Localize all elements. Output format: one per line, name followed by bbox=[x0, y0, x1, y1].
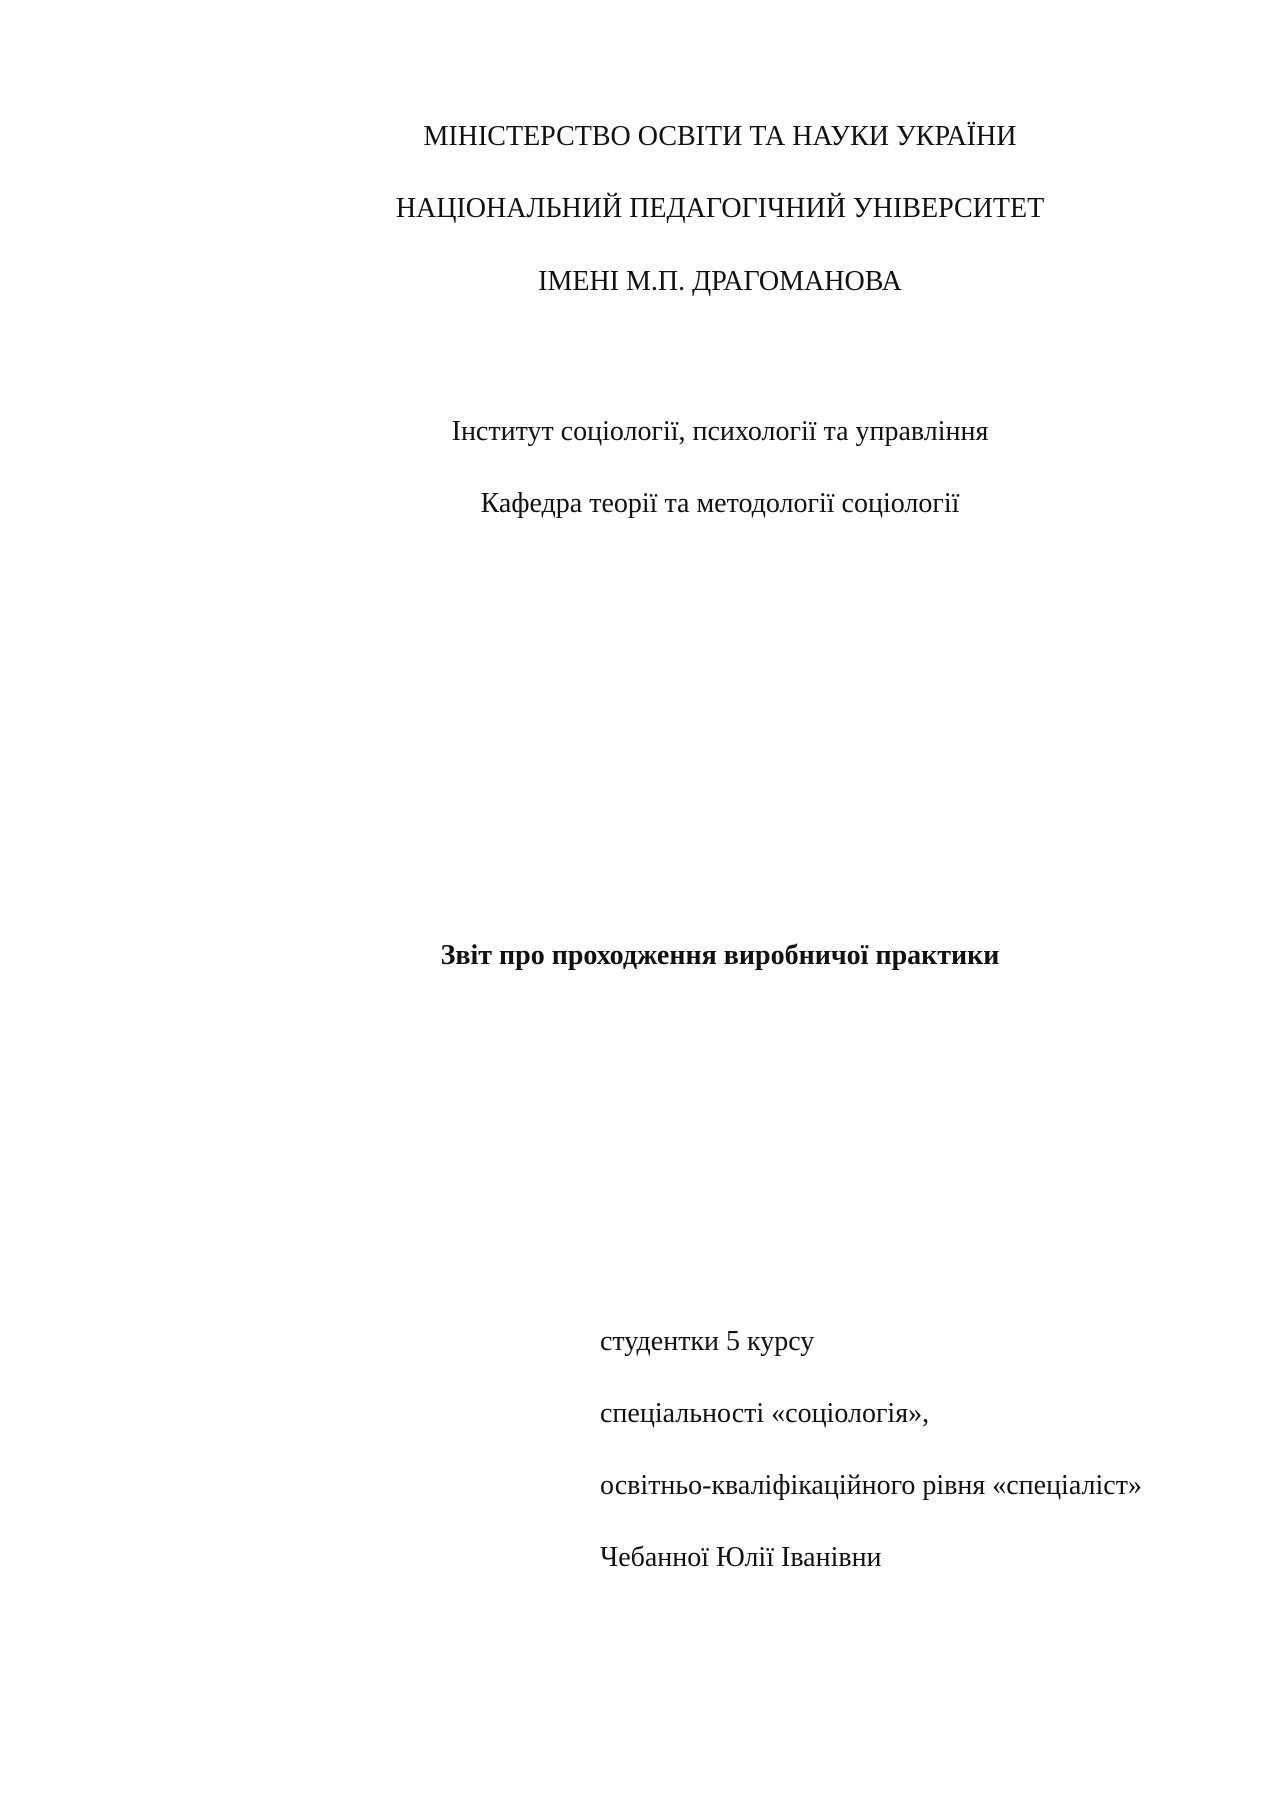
department-name: Кафедра теорії та методології соціології bbox=[480, 488, 960, 519]
document-title: Звіт про проходження виробничої практики bbox=[440, 940, 1000, 971]
author-qualification-level: освітньо-кваліфікаційного рівня «спеціаліст» bbox=[600, 1470, 1142, 1501]
ministry-heading: МІНІСТЕРСТВО ОСВІТИ ТА НАУКИ УКРАЇНИ bbox=[423, 121, 1017, 152]
university-name-heading: ІМЕНІ М.П. ДРАГОМАНОВА bbox=[538, 266, 902, 297]
author-name: Чебанної Юлії Іванівни bbox=[600, 1542, 882, 1573]
institute-name: Інститут соціології, психології та управління bbox=[451, 416, 989, 447]
university-heading: НАЦІОНАЛЬНИЙ ПЕДАГОГІЧНИЙ УНІВЕРСИТЕТ bbox=[395, 193, 1045, 224]
author-course: студентки 5 курсу bbox=[600, 1326, 815, 1357]
author-specialty: спеціальності «соціологія», bbox=[600, 1398, 930, 1429]
